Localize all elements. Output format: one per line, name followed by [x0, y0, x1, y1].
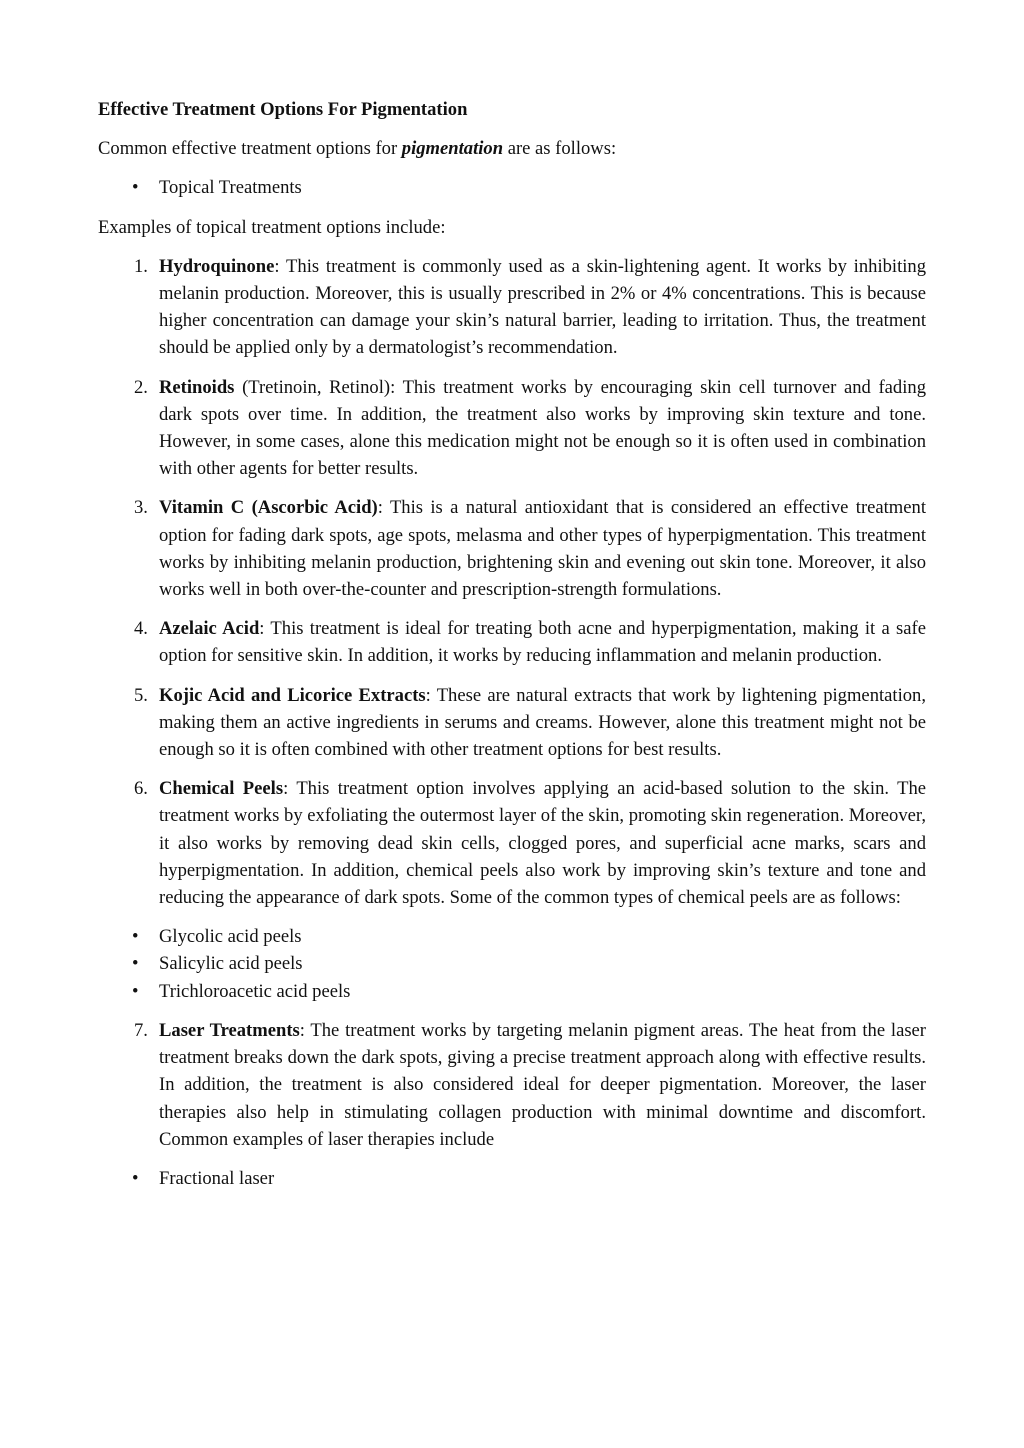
numbered-item-chemical-peels: [98, 775, 926, 911]
intro-text-end: are as follows:: [503, 138, 617, 160]
item-number: 5.: [134, 684, 148, 706]
item-text: : This treatment is commonly used as a skin-lightening agent. It works by inhibiting melanin production. Moreover, this is usually prescribed in 2% or 4% concentrations. This is because higher concentration can damage your skin’s natural barrier, leading to irritation. Thus, the treatment should be applied only by a dermatologist’s recommendation.: [159, 255, 926, 359]
intro-paragraph: [98, 135, 926, 162]
document-title: Effective Treatment Options For Pigmentation: [98, 99, 468, 120]
item-text: : This is a natural antioxidant that is considered an effective treatment option for fading dark spots, age spots, melasma and other types of hyperpigmentation. This treatment works by inhibiting melanin production, brightening skin and evening out skin tone. Moreover, it also works well in both over-the-counter and prescription-strength formulations.: [159, 497, 926, 601]
list-item: • Trichloroacetic acid peels: [98, 978, 926, 1005]
topical-bullet-list: [98, 174, 926, 201]
item-number: 3.: [134, 497, 148, 519]
numbered-item-vitamin-c: [98, 494, 926, 603]
item-text: (Tretinoin, Retinol): This treatment works by encouraging skin cell turnover and fading dark spots over time. In addition, the treatment also works by improving skin texture and tone. However, in some cases, alone this medication might not be enough so it is often used in combination with other agents for better results.: [159, 376, 926, 480]
item-term: Laser Treatments: [159, 1019, 300, 1041]
item-number: 7.: [134, 1019, 148, 1041]
numbered-item-retinoids: [98, 374, 926, 483]
examples-intro: Examples of topical treatment options include:: [98, 216, 446, 238]
item-text: : These are natural extracts that work by lightening pigmentation, making them an active ingredients in serums and creams. However, alone this treatment might not be enough so it is often combined with other treatment options for best results.: [159, 684, 926, 761]
item-term: Kojic Acid and Licorice Extracts: [159, 684, 426, 706]
numbered-item-azelaic-acid: [98, 615, 926, 669]
intro-emphasis: pigmentation: [401, 138, 504, 160]
list-item: • Salicylic acid peels: [98, 950, 926, 977]
item-term: Hydroquinone: [159, 255, 275, 277]
list-item: • Topical Treatments: [98, 174, 926, 201]
item-term: Chemical Peels: [159, 778, 284, 800]
lasers-bullet-list: [98, 1165, 926, 1192]
list-item: • Glycolic acid peels: [98, 923, 926, 950]
item-term: Vitamin C (Ascorbic Acid): [159, 497, 378, 519]
document-page: [98, 96, 926, 1204]
item-text: : The treatment works by targeting melanin pigment areas. The heat from the laser treatment breaks down the dark spots, giving a precise treatment approach along with effective results. In addition, the treatment is also considered ideal for deeper pigmentation. Moreover, the laser therapies also help in stimulating collagen production with minimal downtime and discomfort. Common examples of laser therapies include: [159, 1019, 926, 1150]
numbered-item-kojic-acid: [98, 682, 926, 764]
item-number: 4.: [134, 618, 148, 640]
numbered-item-laser-treatments: [98, 1017, 926, 1153]
numbered-item-hydroquinone: [98, 253, 926, 362]
peels-bullet-list: [98, 923, 926, 1005]
item-term: Retinoids: [159, 376, 235, 398]
item-text: : This treatment option involves applying an acid-based solution to the skin. The treatment works by exfoliating the outermost layer of the skin, promoting skin regeneration. Moreover, it also works by removing dead skin cells, clogged pores, and superficial acne marks, scars and hyperpigmentation. In addition, chemical peels also work by improving skin’s texture and tone and reducing the appearance of dark spots. Some of the common types of chemical peels are as follows:: [159, 778, 926, 909]
item-number: 6.: [134, 778, 148, 800]
item-text: : This treatment is ideal for treating both acne and hyperpigmentation, making it a safe option for sensitive skin. In addition, it works by reducing inflammation and melanin production.: [159, 618, 926, 667]
item-number: 2.: [134, 376, 148, 398]
intro-text: Common effective treatment options for: [98, 138, 402, 160]
item-term: Azelaic Acid: [159, 618, 260, 640]
item-number: 1.: [134, 255, 148, 277]
list-item: • Fractional laser: [98, 1165, 926, 1192]
